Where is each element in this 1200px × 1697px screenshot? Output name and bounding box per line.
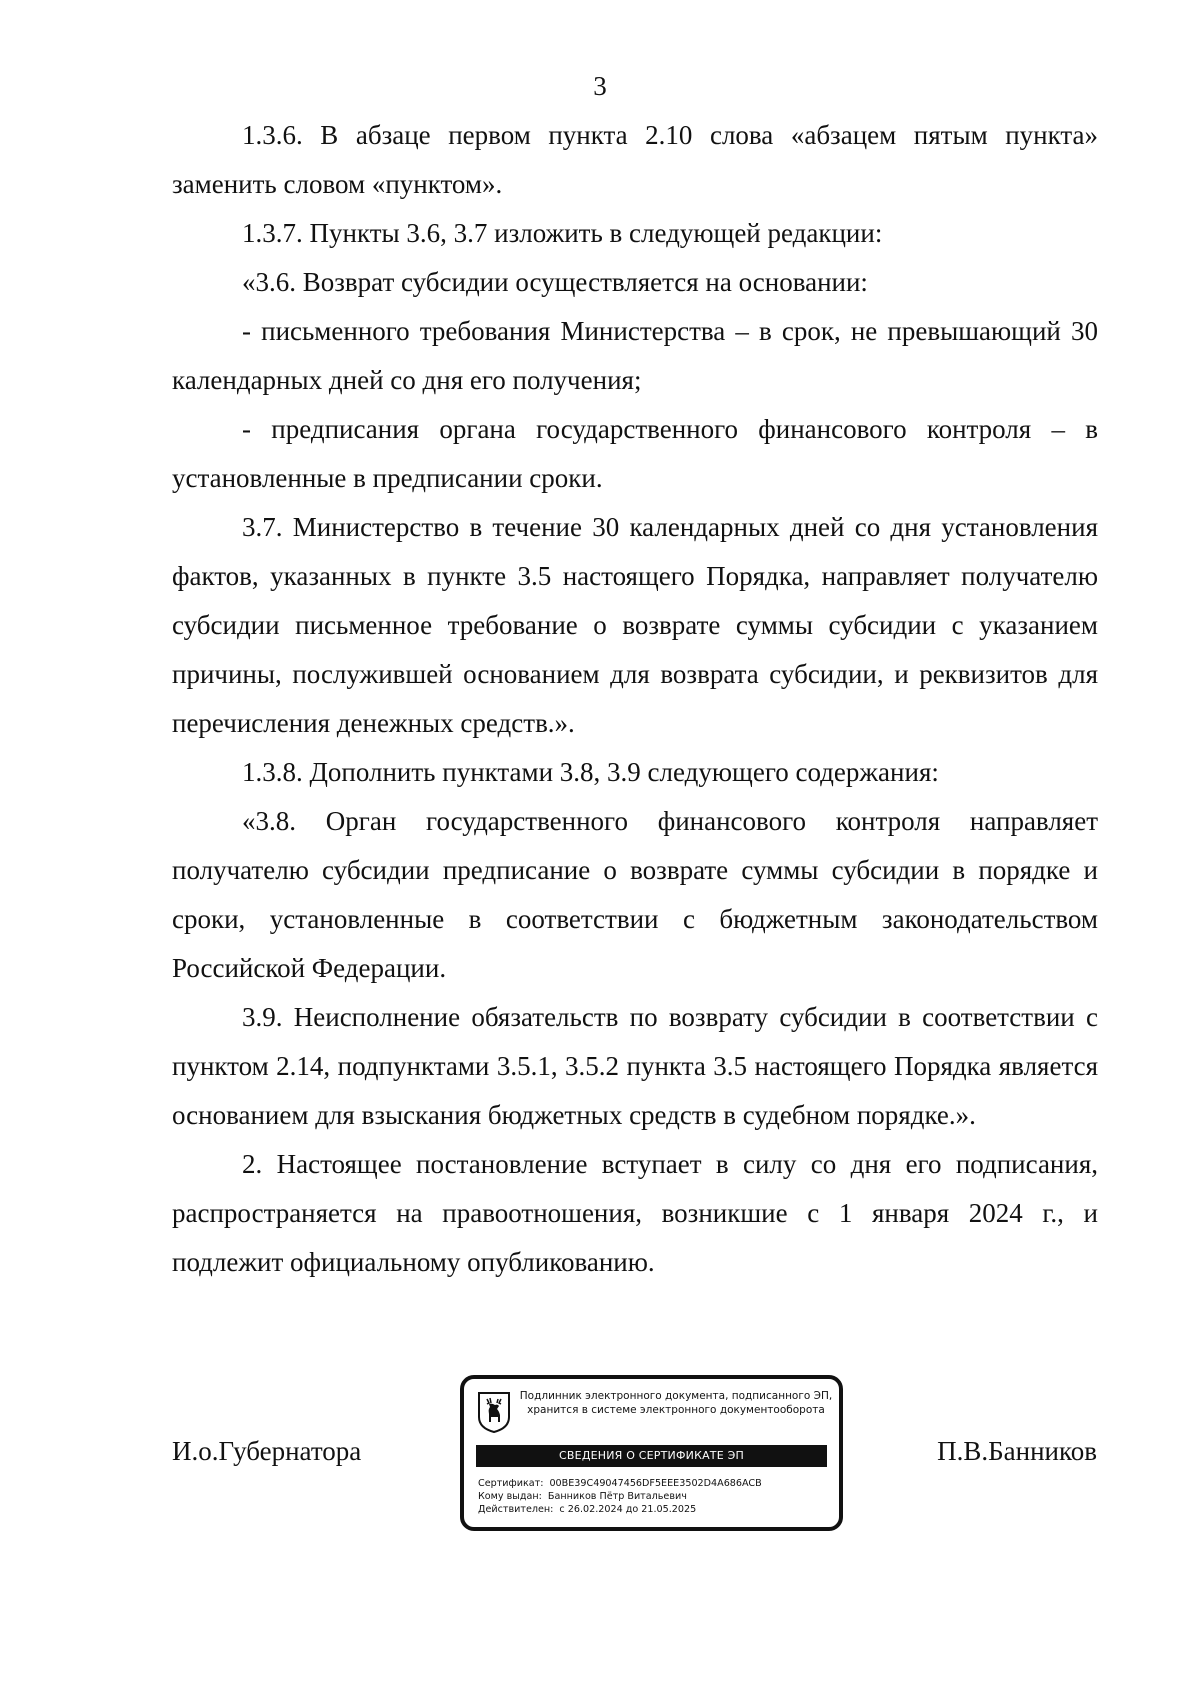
paragraph: «3.6. Возврат субсидии осуществляется на основании:	[242, 267, 868, 297]
paragraph: 1.3.6. В абзаце первом пункта 2.10 слова «абзацем пятым пункта» заменить словом «пунктом».	[172, 120, 1098, 199]
validity-value: с 26.02.2024 до 21.05.2025	[559, 1504, 697, 1515]
page-number: 3	[593, 71, 607, 101]
stamp-header-line: Подлинник электронного документа, подписанного ЭП,	[519, 1390, 833, 1402]
paragraph: 3.7. Министерство в течение 30 календарных дней со дня установления фактов, указанных в пункте 3.5 настоящего Порядка, направляет получателю субсидии письменное требование о возврате суммы субсидии с указанием причины, послужившей основанием для возврата субсидии, и реквизитов для перечисления денежных средств.».	[172, 512, 1098, 738]
signatory-title: И.о.Губернатора	[172, 1436, 362, 1466]
certificate-label: Сертификат:	[478, 1478, 544, 1489]
issued-to-row	[478, 1490, 762, 1503]
certificate-info-bar: СВЕДЕНИЯ О СЕРТИФИКАТЕ ЭП	[476, 1445, 827, 1467]
stamp-header-line: хранится в системе электронного документооборота	[527, 1404, 825, 1416]
paragraph: - предписания органа государственного финансового контроля – в установленные в предписании сроки.	[172, 414, 1098, 493]
issued-to-label: Кому выдан:	[478, 1491, 542, 1502]
certificate-details	[478, 1477, 762, 1516]
electronic-signature-stamp	[460, 1375, 843, 1531]
signatory-name: П.В.Банников	[937, 1436, 1097, 1466]
deer-emblem-icon	[476, 1391, 512, 1433]
paragraph: 1.3.8. Дополнить пунктами 3.8, 3.9 следующего содержания:	[242, 757, 939, 787]
paragraph: «3.8. Орган государственного финансового контроля направляет получателю субсидии предписание о возврате суммы субсидии в порядке и сроки, установленные в соответствии с бюджетным законодательством Российской Федерации.	[172, 806, 1098, 983]
paragraph: - письменного требования Министерства – в срок, не превышающий 30 календарных дней со дня его получения;	[172, 316, 1098, 395]
validity-label: Действителен:	[478, 1504, 554, 1515]
certificate-row	[478, 1477, 762, 1490]
paragraph: 3.9. Неисполнение обязательств по возврату субсидии в соответствии с пунктом 2.14, подпунктами 3.5.1, 3.5.2 пункта 3.5 настоящего Порядка является основанием для взыскания бюджетных средств в судебном порядке.».	[172, 1002, 1098, 1130]
validity-row	[478, 1503, 762, 1516]
issued-to-value: Банников Пётр Витальевич	[547, 1491, 687, 1502]
paragraph: 1.3.7. Пункты 3.6, 3.7 изложить в следующей редакции:	[242, 218, 883, 248]
document-body	[172, 111, 1098, 1287]
certificate-value: 00BE39C49047456DF5EEE3502D4A686ACB	[549, 1478, 762, 1489]
stamp-header	[516, 1389, 836, 1417]
paragraph: 2. Настоящее постановление вступает в силу со дня его подписания, распространяется на правоотношения, возникшие с 1 января 2024 г., и подлежит официальному опубликованию.	[172, 1149, 1098, 1277]
